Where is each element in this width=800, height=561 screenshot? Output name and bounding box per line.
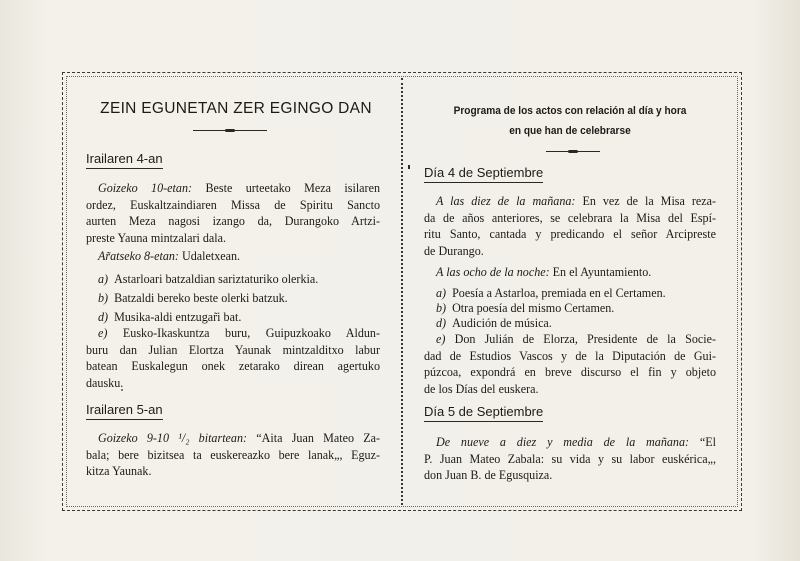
day2-heading: Día 5 de Septiembre [424,404,543,422]
basque-title: ZEIN EGUNETAN ZER EGINGO DAN [100,100,372,117]
day1-item-d: d) Audición de música. [436,316,552,330]
day1-mass-paragraph: Goizeko 10-etan: Beste urteetako Meza isilaren ordez, Euskaltzaindiaren Missa de Spiritu Sancto aurten Meza nagosi izango da, Durangoko Artzi- preste Yauna mintzalari dala. [86,181,380,245]
spanish-title-line1: Programa de los actos con relación al día y hora [453,105,687,117]
day1-item-b: b) Batzaldi bereko beste olerki batzuk. [98,291,288,305]
day1-item-e: e) Eusko-Ikaskuntza buru, Guipuzkoako Aldun- buru dan Julian Elortza Yaunak mintzalditxo labur batean Euskalegun onek zetarako direan agertuko dausku. [86,326,380,390]
day1-heading: Día 4 de Septiembre [424,165,543,183]
day1-item-e: e) Don Julián de Elorza, Presidente de la Socie- dad de Estudios Vascos y de la Diputación de Gui- púzcoa, expondrá en breve discurso el fin y objeto de los Días del euskera. [424,332,716,396]
day1-evening-paragraph: A las ocho de la noche: En el Ayuntamiento. [436,265,652,279]
column-divider [401,78,403,505]
day1-evening-paragraph: Ar̃atseko 8-etan: Udaletxean. [98,249,241,263]
day2-heading: Irailaren 5-an [86,402,163,420]
day2-paragraph: Goizeko 9-10 ¹/₂ bitartean: “Aita Juan Mateo Za- bala; bere bizitsea ta euskereazko bere lanak„, Eguz- kitza Yaunak. [86,431,380,479]
day1-item-b: b) Otra poesía del mismo Certamen. [436,301,615,315]
day1-item-a: a) Poesía a Astarloa, premiada en el Certamen. [436,286,666,300]
day2-paragraph: De nueve a diez y media de la mañana: “El P. Juan Mateo Zabala: su vida y su labor euskérica„, don Juan B. de Egusquiza. [424,435,716,483]
day1-heading: Irailaren 4-an [86,151,163,169]
mass-time: Goizeko 10-etan: [98,181,193,195]
day1-item-a: a) Astarloari batzaldian sariztaturiko olerkia. [98,272,319,286]
spanish-title-line2: en que han de celebrarse [509,125,631,137]
day1-mass-paragraph: A las diez de la mañana: En vez de la Misa reza- da de años anteriores, se celebrara la Misa del Espí- ritu Santo, cantada y predicando el señor Arcipreste de Durango. [424,194,717,258]
divider-mark [408,165,410,169]
day1-item-d: d) Musika-aldi entzugar̃i bat. [98,310,242,324]
